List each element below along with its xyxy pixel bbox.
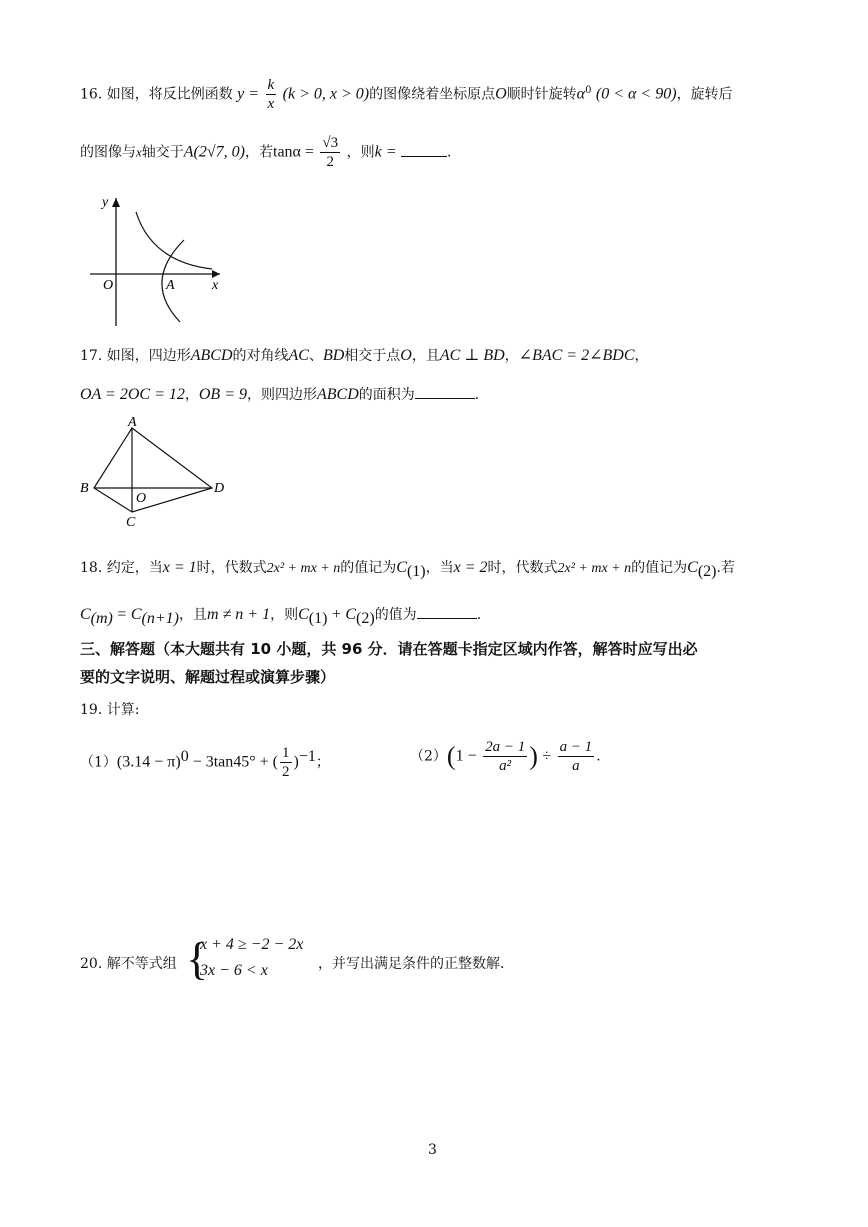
q18-line2: $C_{(m)} = C_{(n+1)}$，且m ≠ n + 1，则$C_{(1)} + C_{(2)}$的值为 .: [80, 606, 482, 627]
fraction-2a-minus-1-over-a-squared: $\frac{2a - 1}{\text{a²}}$: [485, 739, 526, 774]
fraction-one-half: $\frac{1}{2}$: [282, 745, 290, 780]
fig16-y-label: y: [102, 195, 109, 210]
q20-label: 20. 解不等式组: [80, 956, 177, 972]
q18-line1: 18. 约定，当x = 1时，代数式2x² + mx + n的值记为$C_{(1)}$，当x = 2时，代数式2x² + mx + n的值记为$C_{(2)}$.若: [80, 559, 735, 580]
q19-label: 19. 计算:: [80, 702, 140, 718]
fig16-o-label: O: [103, 278, 114, 293]
answer-blank-18: [417, 604, 477, 619]
q16-line2: 的图像与x轴交于A(2√7, 0)，若tanα = $\frac{√3}{2}$ ，则k = .: [80, 135, 452, 170]
q20-rest: ，并写出满足条件的正整数解.: [318, 956, 505, 972]
fig16-a-label: A: [166, 278, 175, 293]
fraction-a-minus-1-over-a: $\frac{a - 1}{a}$: [559, 739, 593, 774]
inequality-1: x + 4 ≥ −2 − 2x: [200, 936, 304, 953]
system-brace: {: [186, 933, 209, 984]
inequality-2: 3x − 6 < x: [200, 962, 268, 979]
figure-17-quadrilateral: [78, 414, 238, 534]
answer-blank-17: [415, 384, 475, 399]
page-number: 3: [428, 1142, 437, 1158]
answer-blank-16: [401, 142, 447, 157]
q17-line1: 17. 如图，四边形ABCD的对角线AC、BD相交于点O，且AC ⊥ BD，∠BAC = 2∠BDC，: [80, 347, 649, 364]
q16-line1: 16. 如图，将反比例函数 y = $\frac{k}{x}$ (k > 0, x > 0)的图像绕着坐标原点O顺时针旋转$\alpha^0$ (0 < α < 90)，旋转后: [80, 77, 733, 112]
q17-line2: OA = 2OC = 12，OB = 9，则四边形ABCD的面积为 .: [80, 386, 480, 403]
fig17-o-label: O: [136, 491, 147, 506]
fig17-d-label: D: [214, 481, 225, 496]
figure-16-hyperbola: [80, 190, 230, 330]
section-3-heading-line2: 要的文字说明、解题过程或演算步骤）: [80, 668, 336, 686]
fig17-c-label: C: [126, 515, 136, 530]
fig17-b-label: B: [80, 481, 89, 496]
section-3-heading-line1: 三、解答题（本大题共有 10 小题，共 96 分．请在答题卡指定区域内作答，解答时应写出必: [80, 640, 698, 658]
fraction-sqrt3-over-2: $\frac{√3}{2}$: [322, 135, 339, 170]
q19-part2: （2）(1 − $\frac{2a - 1}{\text{a²}}$ ) ÷ $\frac{a - 1}{a}$ .: [410, 739, 601, 774]
fraction-k-over-x: $\frac{k}{x}$: [267, 77, 275, 112]
fig16-x-label: x: [212, 278, 219, 293]
q19-part1: $(1)(3.14 - \pi)^0 - 3\tan 45^\circ$ + ( $\frac{1}{2}$ )$^{-1}$；: [80, 745, 330, 780]
fig17-a-label: A: [128, 415, 137, 430]
